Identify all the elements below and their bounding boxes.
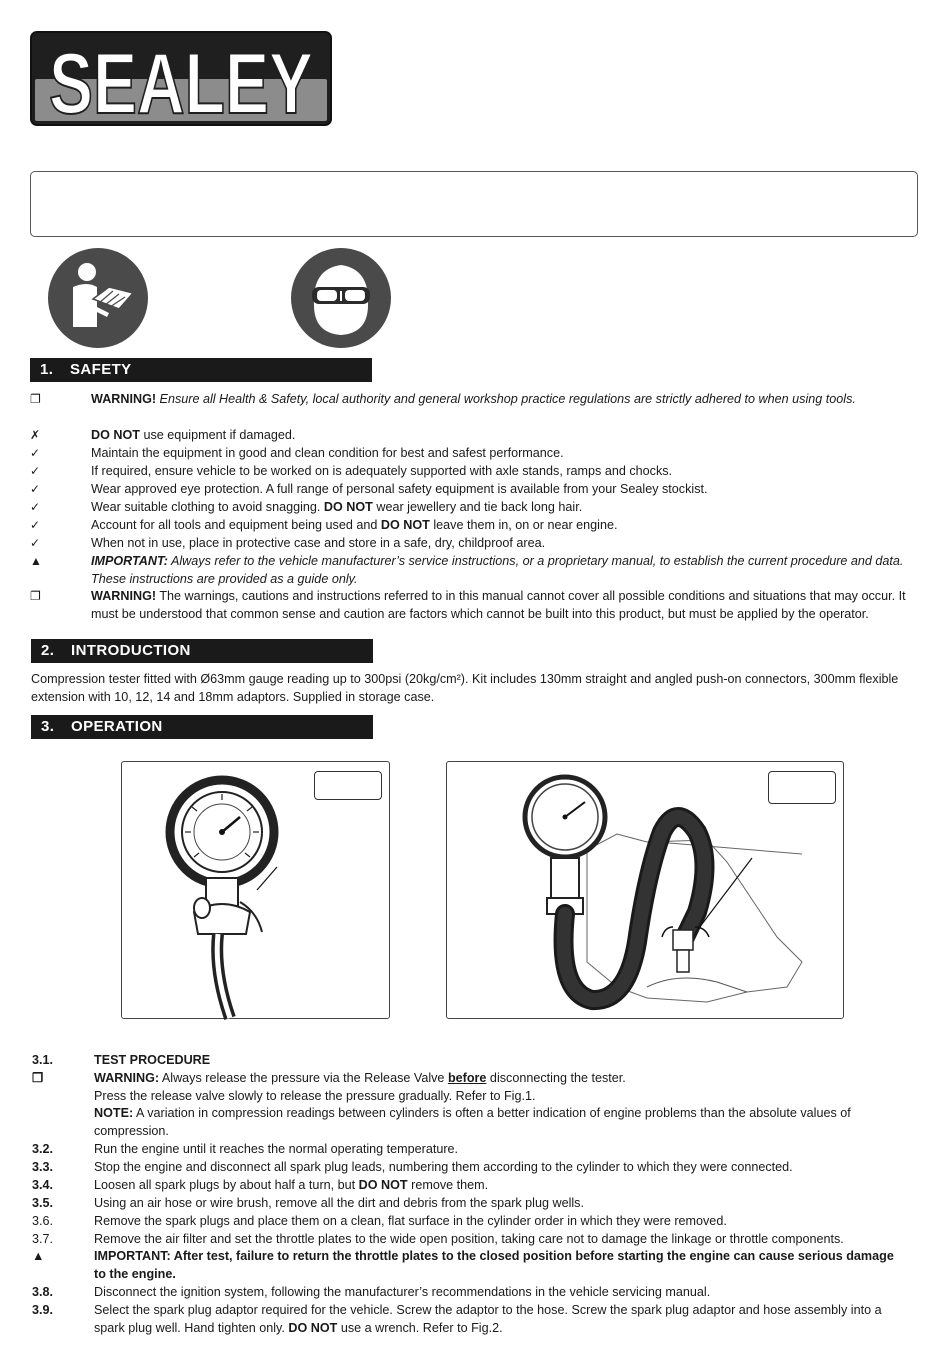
title-box — [30, 171, 918, 237]
check-icon: ✓ — [30, 518, 41, 532]
step-number: 3.5. — [32, 1196, 54, 1210]
note-label: NOTE: — [94, 1106, 134, 1120]
section-title: OPERATION — [71, 718, 163, 735]
section-number: 1. — [40, 361, 54, 378]
safety-text: The warnings, cautions and instructions referred to in this manual cannot cover all possible conditions and situations that may occur. It must be understood that common sense and caution are factors which cannot be built into this product, but must be applied by the operator. — [91, 589, 906, 621]
step-number: 3.7. — [32, 1232, 54, 1246]
eye-protection-icon — [290, 247, 392, 349]
section-number: 3. — [41, 718, 55, 735]
step-text: Remove the air filter and set the throttle plates to the wide open position, taking care not to damage the linkage or throttle components. — [94, 1232, 844, 1246]
safety-text: wear jewellery and tie back long hair. — [372, 500, 583, 514]
do-not-label: DO NOT — [358, 1178, 408, 1192]
section-title: SAFETY — [70, 361, 132, 378]
check-icon: ✓ — [30, 500, 41, 514]
step-text: use a wrench. Refer to Fig.2. — [337, 1321, 503, 1335]
warning-label: WARNING! — [91, 589, 157, 603]
step-number: 3.3. — [32, 1160, 54, 1174]
step-text: Stop the engine and disconnect all spark plug leads, numbering them according to the cylinder to which they were connected. — [94, 1160, 793, 1174]
step-number: 3.1. — [32, 1053, 54, 1067]
safety-text: Account for all tools and equipment being used and — [91, 518, 381, 532]
figure-label-box — [768, 771, 836, 804]
gauge-illustration — [122, 762, 389, 1018]
brand-name: SEALEY — [49, 36, 313, 132]
step-text: Remove the spark plugs and place them on a clean, flat surface in the cylinder order in which they were removed. — [94, 1214, 727, 1228]
check-icon: ✓ — [30, 446, 41, 460]
section-number: 2. — [41, 642, 55, 659]
section-title: INTRODUCTION — [71, 642, 191, 659]
figure-label-box — [314, 771, 382, 800]
section-header-safety — [30, 358, 372, 382]
safety-text: If required, ensure vehicle to be worked on is adequately supported with axle stands, ramps and chocks. — [91, 464, 673, 478]
step-text: Run the engine until it reaches the normal operating temperature. — [94, 1142, 459, 1156]
step-text: Select the spark plug adaptor required for the vehicle. Screw the adaptor to the hose. Screw the spark plug adaptor and hose assembly into a spark plug well. Hand tighten only. — [94, 1303, 882, 1335]
checkbox-icon: ❐ — [30, 392, 41, 406]
warning-text: Always release the pressure via the Release Valve — [159, 1071, 448, 1085]
warning-label: WARNING: — [94, 1071, 160, 1085]
sealey-logo — [30, 31, 332, 132]
important-text: IMPORTANT: After test, failure to return the throttle plates to the closed position before starting the engine can cause serious damage to the engine. — [94, 1249, 894, 1281]
check-icon: ✓ — [30, 536, 41, 550]
do-not-label: DO NOT — [323, 500, 373, 514]
checkbox-icon: ❐ — [30, 589, 41, 603]
check-icon: ✓ — [30, 464, 41, 478]
warning-label: WARNING! — [91, 392, 157, 406]
section-header-introduction — [31, 639, 373, 663]
step-title: TEST PROCEDURE — [94, 1053, 211, 1067]
step-number: 3.8. — [32, 1285, 54, 1299]
checkbox-icon: ❐ — [32, 1071, 44, 1085]
safety-text: Wear approved eye protection. A full range of personal safety equipment is available from your Sealey stockist. — [91, 482, 708, 496]
figure-2 — [446, 761, 844, 1019]
safety-text: Ensure all Health & Safety, local authority and general workshop practice regulations are strictly adhered to when using tools. — [156, 392, 856, 406]
do-not-label: DO NOT — [288, 1321, 338, 1335]
triangle-warning-icon: ▲ — [32, 1249, 45, 1263]
safety-text: Always refer to the vehicle manufacturer’s service instructions, or a proprietary manual, to establish the current procedure and data. These instructions are provided as a guide only. — [91, 554, 904, 586]
step-number: 3.6. — [32, 1214, 54, 1228]
step-number: 3.4. — [32, 1178, 54, 1192]
step-text: Using an air hose or wire brush, remove all the dirt and debris from the spark plug wells. — [94, 1196, 584, 1210]
warning-text: disconnecting the tester. — [486, 1071, 626, 1085]
step-number: 3.2. — [32, 1142, 54, 1156]
step-text: Disconnect the ignition system, following the manufacturer’s recommendations in the vehicle servicing manual. — [94, 1285, 711, 1299]
read-manual-icon — [47, 247, 149, 349]
cross-icon: ✗ — [30, 428, 41, 442]
introduction-text: Compression tester fitted with Ø63mm gauge reading up to 300psi (20kg/cm²). Kit includes 130mm straight and angled push-on connectors, 300mm flexible extension with 10, 12, 14 and 18mm adaptors. Supplied in storage case. — [31, 672, 899, 704]
do-not-label: DO NOT — [380, 518, 430, 532]
safety-text: Wear suitable clothing to avoid snagging. — [91, 500, 324, 514]
section-header-operation — [31, 715, 373, 739]
do-not-label: DO NOT — [91, 428, 140, 442]
safety-text: use equipment if damaged. — [139, 428, 296, 442]
step-text: Loosen all spark plugs by about half a turn, but — [94, 1178, 359, 1192]
warning-emphasis: before — [447, 1071, 487, 1085]
safety-text: When not in use, place in protective case and store in a safe, dry, childproof area. — [91, 536, 546, 550]
note-text: A variation in compression readings between cylinders is often a better indication of engine problems than the absolute values of compression. — [94, 1106, 851, 1138]
step-number: 3.9. — [32, 1303, 54, 1317]
safety-text: Maintain the equipment in good and clean condition for best and safest performance. — [91, 446, 564, 460]
figure-1 — [121, 761, 390, 1019]
triangle-warning-icon: ▲ — [30, 554, 42, 568]
step-text: remove them. — [407, 1178, 489, 1192]
safety-text: leave them in, on or near engine. — [429, 518, 618, 532]
check-icon: ✓ — [30, 482, 41, 496]
instruction-text: Press the release valve slowly to release the pressure gradually. Refer to Fig.1. — [94, 1089, 536, 1103]
important-label: IMPORTANT: — [91, 554, 168, 568]
